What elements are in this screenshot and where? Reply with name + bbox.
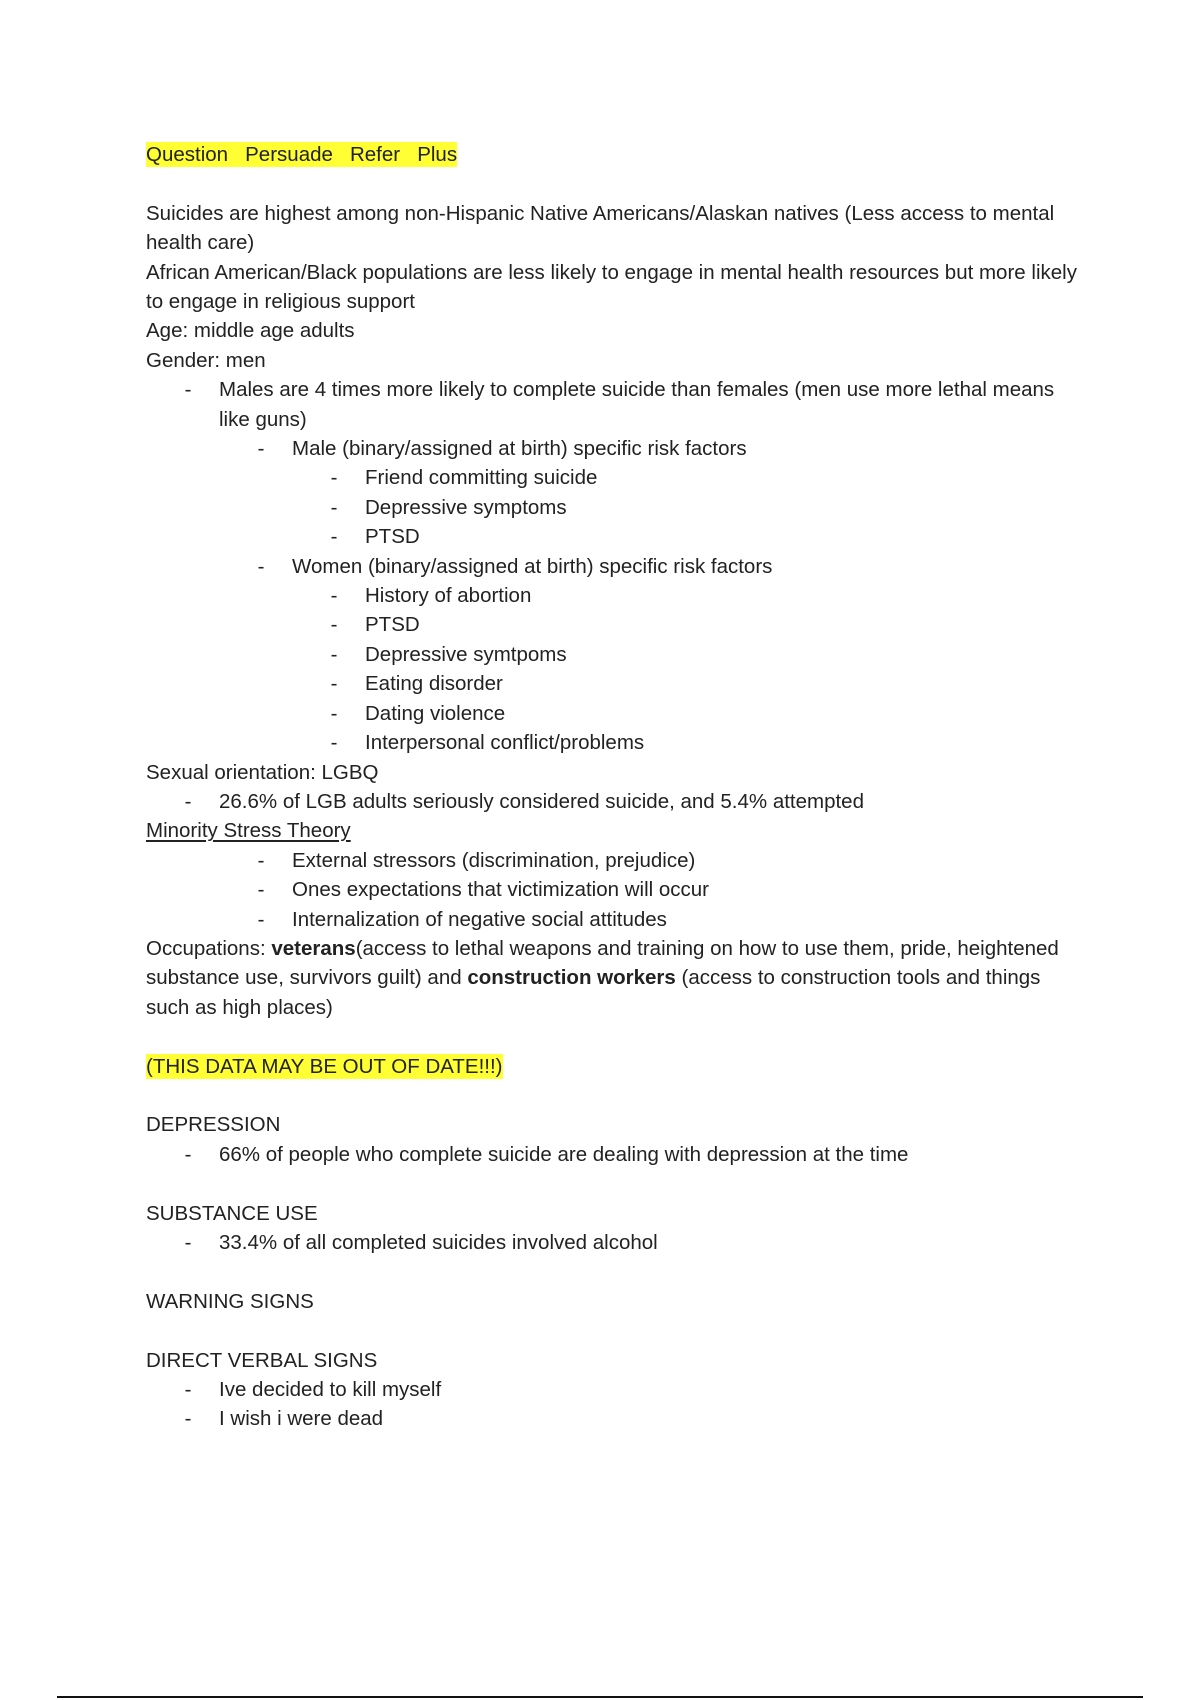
female-factors-title: Women (binary/assigned at birth) specific risk factors [292,554,773,578]
bullet-dash: - [184,1407,192,1431]
list-item [327,610,1086,639]
bullet-dash: - [330,731,338,755]
occupations-veterans-desc: (access to lethal weapons and training on how to use them, pride, heightened substance use, survivors guilt) and [146,936,1059,990]
male-factors-title: Male (binary/assigned at birth) specific risk factors [292,437,747,461]
list-item [327,640,1086,669]
bullet-dash: - [184,1230,192,1254]
spacer [146,1081,1086,1110]
bullet-dash: - [257,907,265,931]
list-item [254,905,1086,934]
spacer [146,1169,1086,1198]
spacer [146,1022,1086,1051]
substance-item: 33.4% of all completed suicides involved alcohol [219,1230,658,1254]
list-item [181,375,1086,434]
warning-signs-title: WARNING SIGNS [146,1289,314,1313]
out-of-date-note [146,1052,1086,1081]
occupations-construction: construction workers [467,966,676,990]
minority-stress-item: Internalization of negative social attitudes [292,907,667,931]
male-factor: PTSD [365,525,420,549]
bullet-dash: - [257,848,265,872]
female-factor: Eating disorder [365,672,503,696]
list-item [254,552,1086,581]
males-stat: Males are 4 times more likely to complete suicide than females (men use more lethal means like guns) [219,378,1055,431]
age-line: Age: middle age adults [146,319,355,343]
list-item [254,434,1086,463]
list-item [254,875,1086,904]
minority-stress-item: External stressors (discrimination, prejudice) [292,848,696,872]
list-item [327,581,1086,610]
bullet-dash: - [330,466,338,490]
gender-line: Gender: men [146,348,266,372]
female-factor: Interpersonal conflict/problems [365,731,645,755]
list-item [181,1228,1086,1257]
occupations-construction-desc: (access to construction tools and things such as high places) [146,966,1041,1019]
bullet-dash: - [184,378,192,402]
list-item [254,846,1086,875]
minority-stress-item: Ones expectations that victimization will occur [292,878,710,902]
bullet-dash: - [184,1142,192,1166]
intro-african-american: African American/Black populations are less likely to engage in mental health resources but more likely to engage in religious support [146,260,1077,314]
female-factor: Dating violence [365,701,506,725]
female-factor: Depressive symtpoms [365,642,567,666]
list-item [181,1140,1086,1169]
list-item [327,728,1086,757]
list-item [181,787,1086,816]
bullet-dash: - [330,525,338,549]
occupations-paragraph [146,934,1086,1022]
list-item [327,493,1086,522]
depression-item: 66% of people who complete suicide are dealing with depression at the time [219,1142,909,1166]
female-factor: History of abortion [365,584,532,608]
male-factor: Friend committing suicide [365,466,598,490]
orientation-title: Sexual orientation: LGBQ [146,760,379,784]
direct-verbal-item: I wish i were dead [219,1407,384,1431]
bullet-dash: - [330,613,338,637]
occupations-prefix: Occupations: [146,936,272,960]
list-item [327,699,1086,728]
substance-title: SUBSTANCE USE [146,1201,318,1225]
male-factor: Depressive symptoms [365,495,567,519]
female-factor: PTSD [365,613,420,637]
bullet-dash: - [330,642,338,666]
spacer [146,1316,1086,1345]
bullet-dash: - [330,701,338,725]
orientation-stat: 26.6% of LGB adults seriously considered suicide, and 5.4% attempted [219,789,864,813]
list-item [181,1404,1086,1433]
minority-stress-title: Minority Stress Theory [146,819,351,843]
document-page [146,140,1086,1434]
bullet-dash: - [330,584,338,608]
out-of-date-highlight: (THIS DATA MAY BE OUT OF DATE!!!) [146,1054,503,1078]
bullet-dash: - [257,554,265,578]
bullet-dash: - [257,437,265,461]
list-item [181,1375,1086,1404]
depression-title: DEPRESSION [146,1113,281,1137]
direct-verbal-item: Ive decided to kill myself [219,1377,442,1401]
bullet-dash: - [330,672,338,696]
bullet-dash: - [257,878,265,902]
spacer [146,169,1086,198]
bullet-dash: - [330,495,338,519]
intro-native-americans: Suicides are highest among non-Hispanic Native Americans/Alaskan natives (Less access to mental health care) [146,201,1055,255]
qpr-heading [146,140,1086,169]
list-item [327,463,1086,492]
occupations-veterans: veterans [271,936,356,960]
list-item [327,669,1086,698]
direct-verbal-title: DIRECT VERBAL SIGNS [146,1348,378,1372]
bullet-dash: - [184,789,192,813]
spacer [146,1257,1086,1286]
qpr-highlight: Question Persuade Refer Plus [146,143,458,166]
bullet-dash: - [184,1377,192,1401]
page-bottom-divider [57,1696,1143,1698]
list-item [327,522,1086,551]
